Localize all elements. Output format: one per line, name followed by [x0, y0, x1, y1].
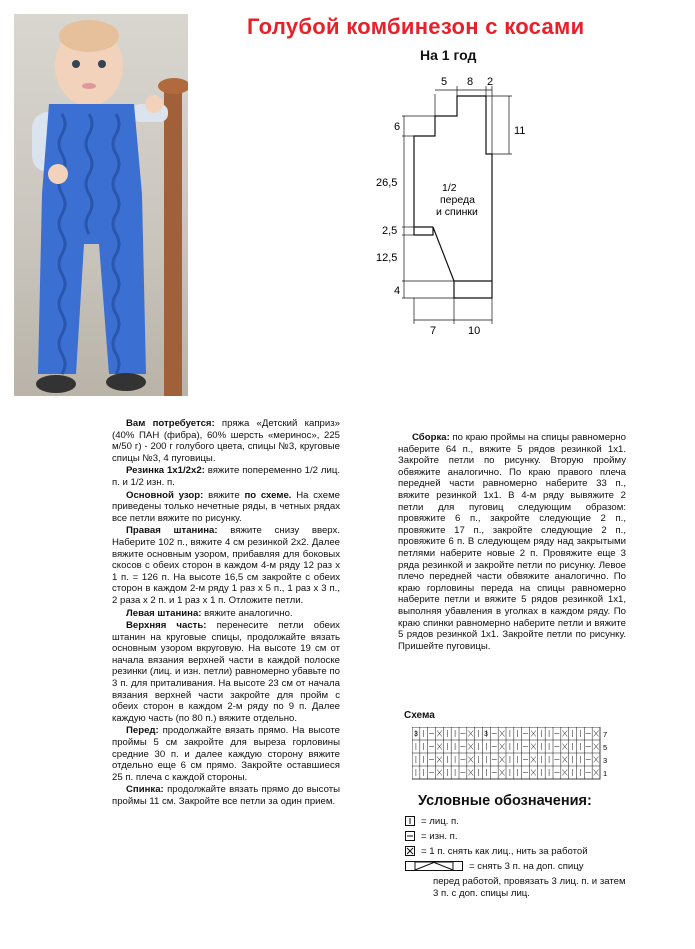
- dim-bottom-1: 7: [430, 325, 437, 337]
- dim-left-5: 4: [394, 285, 401, 297]
- legend-text-knit: = лиц. п.: [421, 816, 459, 827]
- dim-left-1: 6: [394, 121, 401, 133]
- baby-photo: [14, 14, 188, 396]
- instructions-right: [398, 432, 626, 653]
- size-subtitle: На 1 год: [420, 47, 477, 63]
- legend-text-cable: = снять 3 п. на доп. спицу: [469, 861, 584, 872]
- blue-overall: [38, 104, 146, 374]
- front-label: Перед:: [126, 725, 159, 737]
- legend-item-cable: [405, 861, 633, 875]
- scheme-label: Схема: [404, 710, 435, 721]
- knitting-chart: [412, 727, 612, 788]
- center-label-3: и спинки: [436, 206, 478, 218]
- row-number-1: 1: [603, 769, 608, 778]
- row-number-3: 3: [603, 756, 608, 765]
- legend-text-cable-continued: перед работой, провязать 3 лиц. п. и затем 3 п. с доп. спицы лиц.: [433, 876, 626, 899]
- legend-item-knit: [405, 816, 633, 830]
- right-leg-text: вяжите снизу вверх. Наберите 102 п., вяжите 4 см резинкой 2х2. Далее вяжите основным узором, прибавляя для боковых скосов с обеих сторон в каждом 4-м ряду 12 раз х 1 п. = 126 п. На высоте 16,5 см закройте с обеих сторон в каждом 2-м ряду 1 раз х 5 п., 1 раз х 3 п., 2 раза х 2 п. и 1 раз х 1 п. Отложите петли.: [112, 525, 340, 606]
- wooden-rail: [164, 84, 182, 396]
- back-label: Спинка:: [126, 784, 164, 796]
- main-pattern-label: Основной узор:: [126, 489, 204, 501]
- center-label-2: переда: [440, 194, 475, 206]
- left-leg-label: Левая штанина:: [126, 607, 202, 619]
- front-text: продолжайте вязать прямо. На высоте проймы 5 см закройте для выреза горловины средние 30 п. и далее каждую сторону вяжите отдельно еще 6 см прямо. Закройте оставшиеся 25 п. плеча с каждой стороны.: [112, 725, 340, 783]
- legend-item-slip: [405, 846, 633, 860]
- dim-top-1: 5: [441, 76, 448, 88]
- main-pattern-text: вяжите: [203, 489, 245, 501]
- rib-text: вяжите попеременно 1/2 лиц. п. и 1/2 изн. п.: [112, 465, 341, 488]
- baby-photo-illustration: [14, 14, 188, 396]
- upper-part-label: Верхняя часть:: [126, 620, 207, 632]
- legend-item-purl: [405, 831, 633, 845]
- dim-bottom-2: 10: [468, 325, 481, 337]
- assembly-text: по краю проймы на спицы равномерно наберите 64 п., вяжите 5 рядов резинкой 1х1. Закройте петли по рисунку. Вторую пройму обвяжите аналогично. По краю правого плеча передней части равномерно наберите 33 п., вяжите резинкой 1х1. В 4-м ряду вывяжите 2 петли для пуговиц следующим образом: провяжите 6 п., закройте следующие 2 п., провяжите 17 п., закройте следующие 2 п., провяжите 6 п. В следующем ряду над закрытыми петлями наберите новые 2 п. Провяжите еще 3 ряда резинкой и закройте петли по рисунку. Левое плечо передней части обвяжите аналогично. По краю горловины переда на спицы равномерно наберите петли и вяжите 5 рядов резинкой 1х1, выполняя убавления в уголках в каждом ряду. По краю спинки равномерно наберите петли и вяжите 5 рядов резинкой 1х1. Закройте петли по рисунку. Пришейте пуговицы.: [398, 432, 626, 652]
- instructions-left: [112, 418, 340, 809]
- assembly-label: Сборка:: [412, 432, 450, 443]
- pattern-diagram: [360, 72, 540, 347]
- back-text: продолжайте вязать прямо до высоты проймы 11 см. Закройте все петли за один прием.: [112, 784, 340, 807]
- dim-top-2: 8: [467, 76, 474, 88]
- legend-title: Условные обозначения:: [418, 793, 592, 809]
- slip-stitch-icon: [405, 846, 415, 860]
- dim-left-2: 26,5: [376, 177, 398, 189]
- dim-left-3: 2,5: [382, 225, 398, 237]
- legend-text-purl: = изн. п.: [421, 831, 458, 842]
- row-number-5: 5: [603, 743, 608, 752]
- purl-symbol-icon: [405, 831, 415, 845]
- rib-label: Резинка 1х1/2х2:: [126, 465, 205, 477]
- legend: [405, 816, 633, 900]
- dim-right-1: 11: [514, 125, 526, 137]
- dim-left-4: 12,5: [376, 252, 398, 264]
- upper-part-text: перенесите петли обеих штанин на круговые спицы, продолжайте вязать основным узором вкруговую. На высоте 19 см от начала вязания верхней части в каждой полоске резинки (лиц. и изн. петли) равномерно убавьте по 3 п. для приталивания. На высоте 23 см от начала вязания верхней части закройте для пройм с обеих сторон в каждом 2-м ряду по 9 п. Далее каждую часть (по 80 п.) вяжите отдельно.: [112, 620, 340, 724]
- page-title: Голубой комбинезон с косами: [247, 14, 585, 39]
- dim-top-3: 2: [487, 76, 494, 88]
- legend-text-slip: = 1 п. снять как лиц., нить за работой: [421, 846, 588, 857]
- cable-number-1: 3: [414, 731, 418, 738]
- cable-number-2: 3: [484, 731, 488, 738]
- cable-symbol-icon: [405, 861, 463, 875]
- right-leg-label: Правая штанина:: [126, 525, 218, 537]
- main-pattern-text2: На схеме приведены только нечетные ряды, в четных рядах все петли вяжите по рисунку.: [112, 489, 340, 524]
- knit-symbol-icon: [405, 816, 415, 830]
- materials-text: пряжа «Детский каприз» (40% ПАН (фибра), 60% шерсть «меринос», 225 м/50 г) - 200 г голубого цвета, спицы №3, круговые спицы №3, 4 пуговицы.: [112, 418, 340, 464]
- center-label-1: 1/2: [442, 182, 457, 194]
- main-pattern-bold: по схеме.: [244, 489, 292, 501]
- row-number-7: 7: [603, 730, 608, 739]
- materials-label: Вам потребуется:: [126, 418, 215, 429]
- left-leg-text: вяжите аналогично.: [201, 607, 293, 619]
